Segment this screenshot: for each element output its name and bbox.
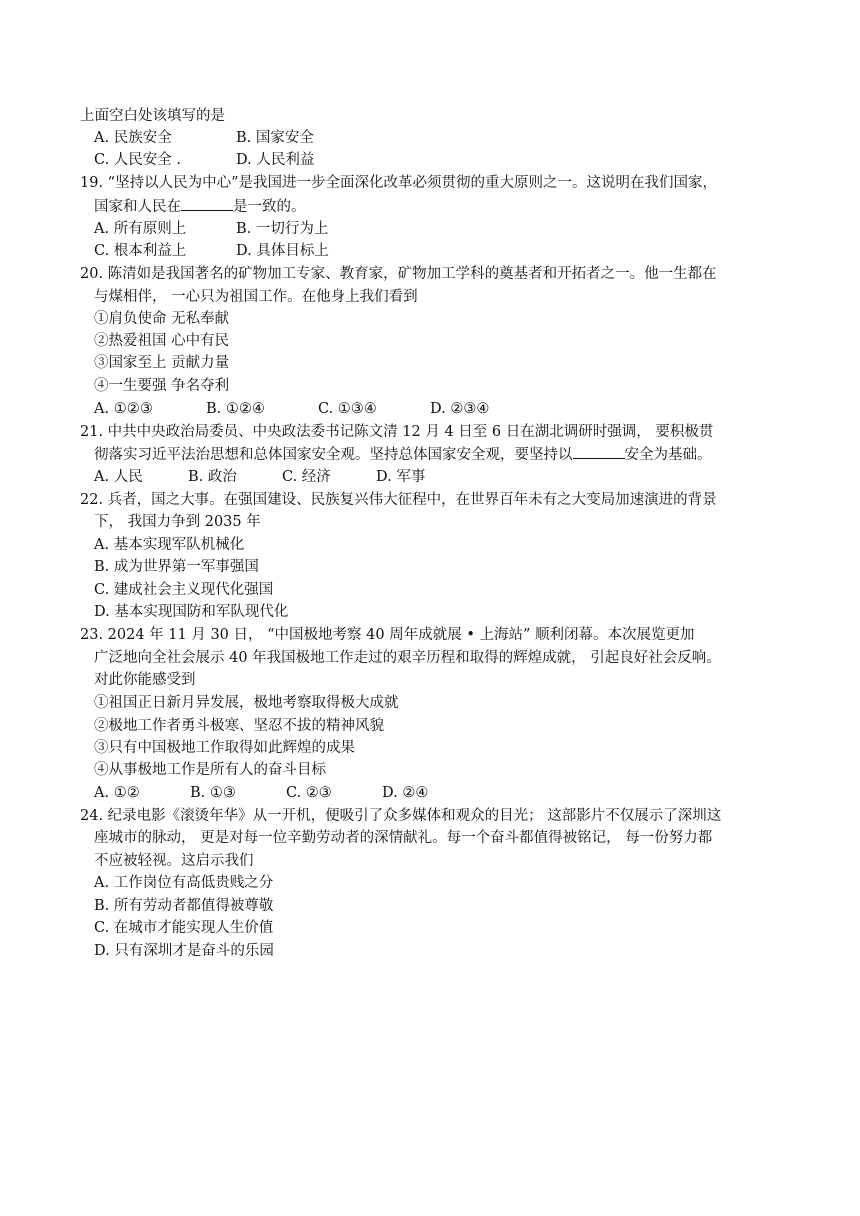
option-b: B. 一切行为上 — [236, 221, 329, 237]
options-row — [94, 467, 425, 487]
question-20-line: 与煤相伴， 一心只为祖国工作。在他身上我们看到 — [94, 289, 418, 305]
option-c: C. 人民安全 . — [94, 152, 182, 168]
option-b: B. 成为世界第一军事强国 — [94, 559, 259, 575]
option-b: B. ①③ — [190, 785, 236, 801]
option-d: D. ②④ — [382, 785, 429, 801]
statement-item: ③只有中国极地工作取得如此辉煌的成果 — [94, 740, 355, 756]
question-20-line: 20. 陈清如是我国著名的矿物加工专家、教育家，矿物加工学科的奠基者和开拓者之一。他一生都在 — [80, 266, 717, 282]
question-19-line: 19. “坚持以人民为中心”是我国进一步全面深化改革必须贯彻的重大原则之一。这说明在我们国家， — [80, 175, 717, 191]
option-b: B. 所有劳动者都值得被尊敬 — [94, 898, 274, 914]
question-24-line: 座城市的脉动， 更是对每一位辛勤劳动者的深情献礼。每一个奋斗都值得被铭记， 每一份努力都 — [94, 830, 713, 846]
options-row — [94, 150, 314, 170]
option-d: D. 人民利益 — [236, 152, 315, 168]
option-a: A. ①②③ — [94, 401, 153, 417]
question-23-line: 23. 2024 年 11 月 30 日， “中国极地考察 40 周年成就展 • 上海站” 顺利闭幕。本次展览更加 — [80, 627, 695, 643]
question-19-line — [94, 196, 306, 217]
question-24-line: 不应被轻视。这启示我们 — [94, 853, 254, 869]
option-a: A. 人民 — [94, 469, 143, 485]
option-d: D. 只有深圳才是奋斗的乐园 — [94, 943, 274, 959]
option-c: C. ②③ — [286, 785, 332, 801]
question-23-line: 广泛地向全社会展示 40 年我国极地工作走过的艰辛历程和取得的辉煌成就， 引起良好社会反响。 — [94, 650, 721, 666]
fill-blank — [573, 444, 625, 459]
option-b: B. ①②④ — [206, 401, 265, 417]
option-d: D. 军事 — [376, 469, 426, 485]
option-c: C. 根本利益上 — [94, 243, 187, 259]
statement-item: ①祖国正日新月异发展，极地考察取得极大成就 — [94, 695, 399, 711]
options-row — [94, 219, 328, 239]
question-24-line: 24. 纪录电影《滚烫年华》从一开机，便吸引了众多媒体和观众的目光； 这部影片不仅展示了深圳这 — [80, 808, 722, 824]
option-a: A. ①② — [94, 785, 140, 801]
statement-item: ③国家至上 贡献力量 — [94, 355, 230, 371]
statement-item: ④一生要强 争名夺利 — [94, 378, 230, 394]
option-d: D. ②③④ — [430, 401, 490, 417]
question-22-line: 下， 我国力争到 2035 年 — [94, 514, 261, 530]
question-text: 彻落实习近平法治思想和总体国家安全观。坚持总体国家安全观，要坚持以 — [94, 447, 573, 463]
options-row — [94, 399, 489, 419]
statement-item: ④从事极地工作是所有人的奋斗目标 — [94, 762, 326, 778]
options-row — [94, 128, 314, 148]
question-22-line: 22. 兵者，国之大事。在强国建设、民族复兴伟大征程中，在世界百年未有之大变局加速演进的背景 — [80, 492, 717, 508]
option-b: B. 政治 — [188, 469, 237, 485]
option-c: C. 建成社会主义现代化强国 — [94, 582, 274, 598]
option-a: A. 基本实现军队机械化 — [94, 537, 245, 553]
option-a: A. 民族安全 — [94, 130, 172, 146]
option-b: B. 国家安全 — [236, 130, 314, 146]
option-c: C. 在城市才能实现人生价值 — [94, 920, 274, 936]
fill-blank — [181, 196, 233, 211]
question-21-line — [94, 444, 712, 465]
question-text: 安全为基础。 — [624, 447, 712, 463]
options-row — [94, 783, 428, 803]
option-a: A. 工作岗位有高低贵贱之分 — [94, 875, 274, 891]
question-stem: 上面空白处该填写的是 — [80, 108, 225, 124]
question-text: 国家和人民在 — [94, 199, 181, 215]
option-d: D. 基本实现国防和军队现代化 — [94, 604, 289, 620]
option-c: C. ①③④ — [318, 401, 377, 417]
option-d: D. 具体目标上 — [236, 243, 329, 259]
statement-item: ②热爱祖国 心中有民 — [94, 333, 230, 349]
option-c: C. 经济 — [282, 469, 331, 485]
statement-item: ②极地工作者勇斗极寒、坚忍不拔的精神风貌 — [94, 718, 384, 734]
options-row — [94, 241, 329, 261]
question-21-line: 21. 中共中央政治局委员、中央政法委书记陈文清 12 月 4 日至 6 日在湖北调研时强调， 要积极贯 — [80, 424, 714, 440]
statement-item: ①肩负使命 无私奉献 — [94, 311, 230, 327]
question-23-line: 对此你能感受到 — [94, 672, 196, 688]
question-text: 是一致的。 — [233, 199, 306, 215]
option-a: A. 所有原则上 — [94, 221, 187, 237]
